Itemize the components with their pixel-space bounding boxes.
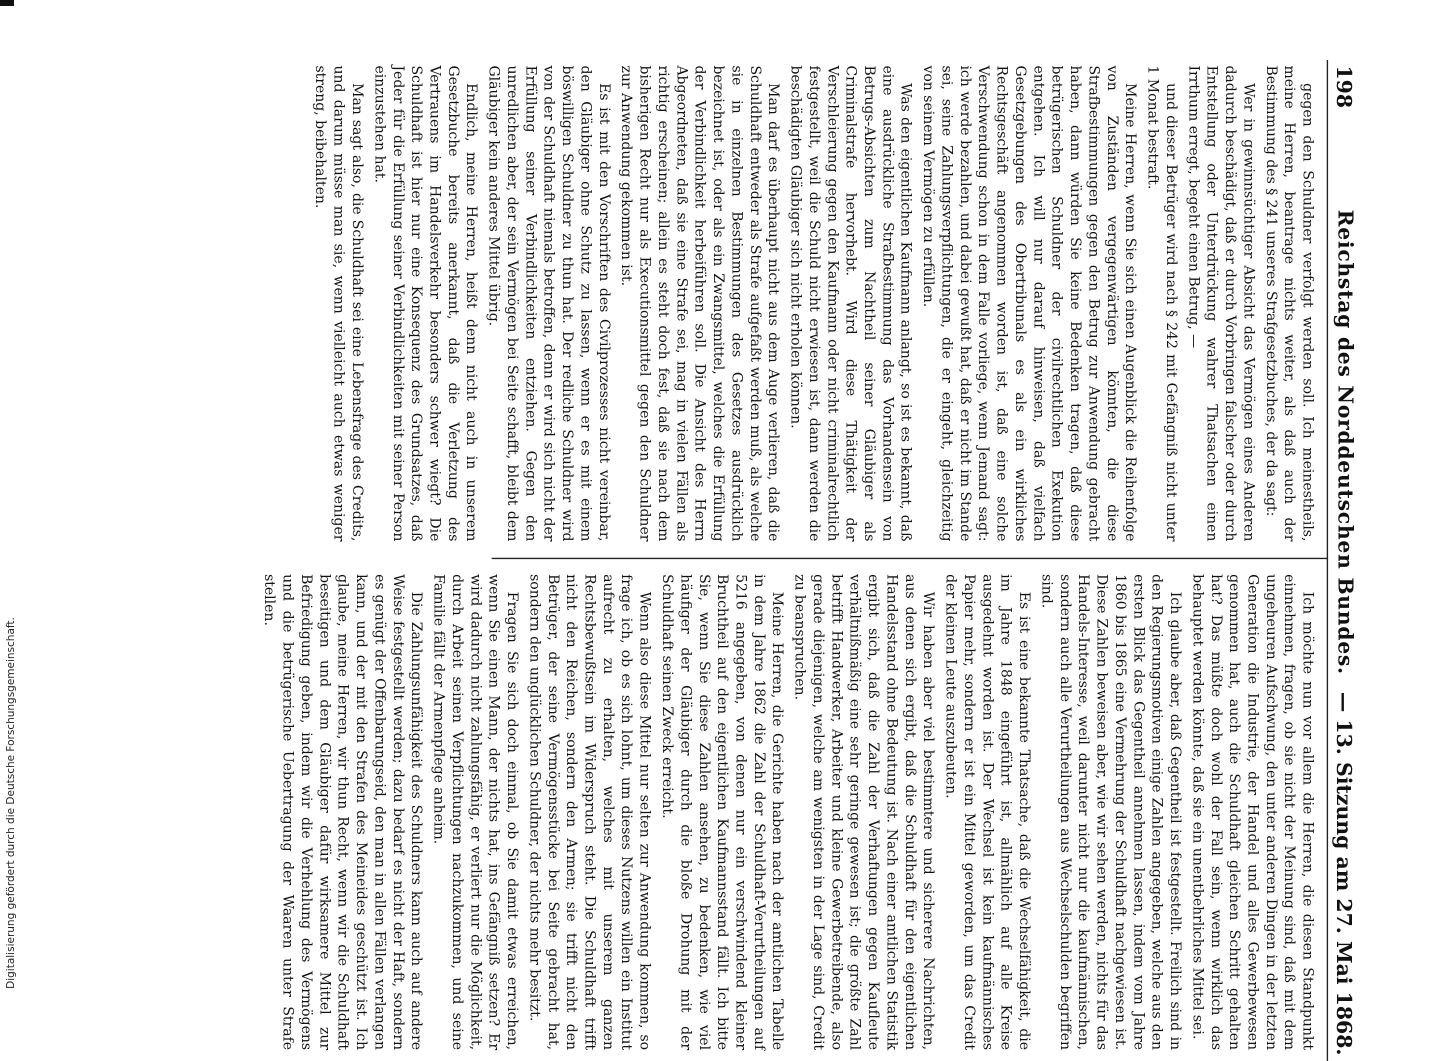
paragraph: Was den eigentlichen Kaufmann anlangt, so ist es bekannt, daß eine ausdrückliche Strafbestimmung das Vorhandensein von Betrugs-Absichten zum Nachtheil seiner Gläubiger als Criminalstrafe hervorhebt. Wird diese Thätigkeit der Verschleierung gegen den Kaufmann oder nicht criminalrechtlich festgestellt, weil die Schuld nicht erwiesen ist, dann werden die beschädigten Gläubiger sich nicht erholen können. bbox=[788, 65, 915, 542]
digitization-credit-text: Digitalisierung gefördert durch die Deutsche Forschungsgemeinschaft. bbox=[5, 617, 17, 989]
session-date: — 13. Sitzung am 27. Mai 1868. bbox=[1331, 691, 1356, 1056]
scan-corner-mark bbox=[0, 0, 14, 6]
paragraph: Wer in gewinnsüchtiger Absicht das Vermögen eines Anderen dadurch beschädigt, daß er durch Vorbringen falscher oder durch Entstellung oder Unterdrückung wahrer Thatsachen einen Irrthum erregt, begeht einen Betrug, — bbox=[1185, 65, 1258, 542]
paragraph: Wir haben aber viel bestimmtere und sicherere Nachrichten, aus denen sich ergibt, daß die Schuldhaft für den eigentlichen Handelsstand ohne Bedeutung ist. Nach einer amtlichen Statistik ergibt sich, daß die Zahl der Verhaftungen gegen Kaufleute verhältnißmäßig eine sehr geringe gewesen ist; die größte Zahl betrifft Handwerker, Arbeiter und kleine Gewerbetreibende, also gerade diejenigen, welche am wenigsten in der Lage sind, Credit zu beanspruchen. bbox=[792, 574, 938, 1051]
running-head-title: Reichstag des Norddeutschen Bundes. bbox=[1332, 209, 1357, 675]
digitization-credit bbox=[2, 608, 20, 998]
running-head bbox=[1327, 60, 1358, 1061]
rotated-document-page bbox=[261, 60, 1358, 1061]
paragraph: Man sagt also, die Schuldhaft sei eine Lebensfrage des Credits, und darum müsse man sie, wenn vielleicht auch etwas weniger streng, beibehalten. bbox=[312, 65, 366, 542]
paragraph: Es ist eine bekannte Thatsache, daß die Wechselfähigkeit, die im Jahre 1848 eingeführt ist, allmählich auf alle Kreise ausgedehnt worden ist. Der Wechsel ist kein kaufmännisches Papier mehr, sondern er ist ein Mittel geworden, um das Credit der kleinen Leute auszubeuten. bbox=[943, 574, 1033, 1051]
paragraph: Endlich, meine Herren, heißt denn nicht auch in unserem Gesetzbuche bereits anerkannt, daß die Verletzung des Vertrauens im Handelsverkehr besonders schwer wiegt? Die Schuldhaft ist hier nur eine Konsequenz des Grundsatzes, daß Jeder für die Erfüllung seiner Verbindlichkeiten mit seiner Person einzustehen hat. bbox=[372, 65, 481, 542]
column-divider bbox=[492, 558, 1328, 559]
paragraph: Ich glaube aber, daß Gegentheil ist festgestellt. Freilich sind in den Regierungsmotiven einige Zahlen angegeben, welche aus den ersten Blick das Gegentheil annehmen lassen, indem vom Jahre 1860 bis 1865 eine Vermehrung der Schuldhaft nachgewiesen ist. Diese Zahlen beweisen aber, wie wir sehen werden, nichts für das Handels-Interesse, weil darunter nicht nur die kaufmännischen, sondern auch alle Verurtheilungen aus Wechselschulden begriffen sind. bbox=[1039, 574, 1184, 1051]
paragraph: Es ist mit den Vorschriften des Civilprozesses nicht vereinbar, den Gläubiger ohne Schutz zu lassen, wenn er es mit einem böswilligen Schuldner zu thun hat. Der redliche Schuldner wird von der Schuldhaft niemals betroffen, denn er wird sich nicht der Erfüllung seiner Verbindlichkeiten entziehen. Gegen den unredlichen aber, der sein Vermögen bei Seite schafft, bleibt dem Gläubiger kein anderes Mittel übrig. bbox=[486, 65, 613, 542]
paragraph: Meine Herren, die Gerichte haben nach der amtlichen Tabelle in dem Jahre 1862 die Zahl der Schuldhaft-Verurtheilungen auf 5216 angegeben, von denen nur ein verschwindend kleiner Bruchtheil auf den eigentlichen Kaufmannsstand fällt. Ich bitte Sie, wenn Sie diese Zahlen ansehen, zu bedenken, wie viel häufiger der Gläubiger durch die bloße Drohung mit der Schuldhaft seinen Zweck erreicht. bbox=[659, 574, 787, 1051]
paragraph: gegen den Schuldner verfolgt werden soll. Ich meinestheils, meine Herren, beantrage nichts weiter, als daß auch der Bestimmung des § 241 unseres Strafgesetzbuches, der da sagt: bbox=[1263, 65, 1317, 542]
paragraph: Fragen Sie sich doch einmal, ob Sie damit etwas erreichen, wenn Sie einen Mann, der nichts hat, ins Gefängniß setzen? Er wird dadurch nicht zahlungsfähig, er verliert nur die Möglichkeit, durch Arbeit seinen Verpflichtungen nachzukommen, und seine Familie fällt der Armenpflege anheim. bbox=[431, 574, 521, 1051]
left-text-column bbox=[312, 65, 1317, 542]
paragraph: Wenn also diese Mittel nur selten zur Anwendung kommen, so frage ich, ob es sich lohnt, um dieses Nutzens willen ein Institut aufrecht zu erhalten, welches mit unserem ganzen Rechtsbewußtsein im Widerspruch steht. Die Schuldhaft trifft nicht den Reichen, sondern den Armen; sie trifft nicht den Betrüger, der seine Vermögensstücke bei Seite gebracht hat, sondern den unglücklichen Schuldner, der nichts mehr besitzt. bbox=[527, 574, 654, 1051]
paragraph: Meine Herren, wenn Sie sich einen Augenblick die Reihenfolge von Zuständen vergegenwärtigen könnten, die diese Strafbestimmungen gegen den Betrug zur Anwendung gebracht haben, dann würden Sie keine Bedenken tragen, daß diese betrügerischen Schuldner der civilrechtlichen Exekution entgehen. Ich will nur darauf hinweisen, daß vielfach Gesetzgebungen des Obertribunals es als ein wirkliches Rechtsgeschäft angenommen worden ist, daß eine solche Verschwendung schon in dem Falle vorliege, wenn Jemand sagt: ich werde bezahlen, und dabei gewußt hat, daß er nicht im Stande sei, seine Zahlungsverpflichtungen, die er eingeht, gleichzeitig von seinem Vermögen zu erfüllen. bbox=[920, 65, 1140, 542]
paragraph: Die Zahlungsunfähigkeit des Schuldners kann auch auf andere Weise festgestellt werden; dazu bedarf es nicht der Haft, sondern es genügt der Offenbarungseid, den man in allen Fällen verlangen kann, und der mit den Strafen des Meineides geschützt ist. Ich glaube, meine Herren, wir thun Recht, wenn wir die Schuldhaft beseitigen und dem Gläubiger dafür wirksamere Mittel zur Befriedigung geben, indem wir die Verhehlung des Vermögens und die betrügerische Uebertragung der Waaren unter Strafe stellen. bbox=[261, 574, 426, 1051]
paragraph: Man darf es überhaupt nicht aus dem Auge verlieren, daß die Schuldhaft entweder als Strafe aufgefaßt werden muß, als welche sie in einzelnen Bestimmungen des Gesetzes ausdrücklich bezeichnet ist, oder als ein Zwangsmittel, welches die Erfüllung der Verbindlichkeit herbeiführen soll. Die Ansicht des Herrn Abgeordneten, daß sie eine Strafe sei, mag in vielen Fällen als richtig erscheinen; allein es steht doch fest, daß sie nach dem bisherigen Recht nur als Executionsmittel gegen den Schuldner zur Anwendung gekommen ist. bbox=[618, 65, 783, 542]
right-text-column bbox=[261, 574, 1317, 1051]
paragraph: und dieser Betrüger wird nach § 242 mit Gefängniß nicht unter 1 Monat bestraft. bbox=[1145, 65, 1180, 542]
page-number: 198 bbox=[1331, 65, 1356, 109]
paragraph: Ich möchte nun vor allem die Herren, die diesen Standpunkt einnehmen, fragen, ob sie nicht der Meinung sind, daß mit dem ungeheuren Aufschwung, den unter anderen Dingen in der letzten Generation die Industrie, der Handel und alles Gewerbewesen genommen hat, auch die Schuldhaft gleichen Schritt gehalten hat? Das müßte doch wohl der Fall sein, wenn wirklich das behauptet werden könnte, daß sie ein unentbehrliches Mittel sei. bbox=[1190, 574, 1317, 1051]
